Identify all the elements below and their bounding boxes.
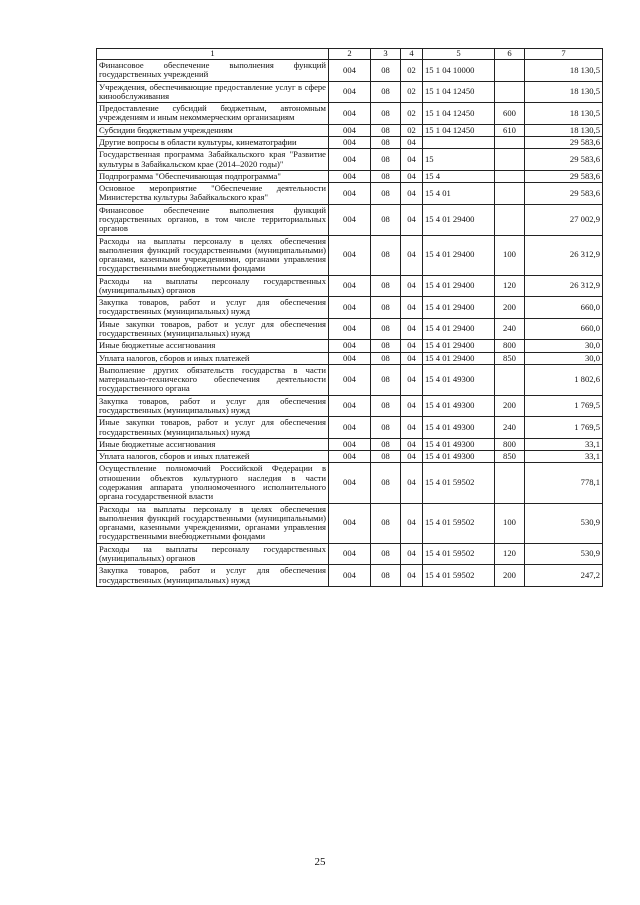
cell-amount: 1 802,6 [525,364,603,395]
cell-expense-type [495,183,525,205]
cell-expense-type [495,463,525,503]
cell-subsection: 04 [401,204,423,235]
cell-target-article: 15 1 04 12450 [423,81,495,103]
cell-amount: 27 002,9 [525,204,603,235]
cell-section: 08 [371,318,401,340]
column-header: 4 [401,49,423,60]
cell-grbs: 004 [329,170,371,182]
cell-amount: 660,0 [525,318,603,340]
cell-section: 08 [371,543,401,565]
cell-amount: 18 130,5 [525,60,603,82]
cell-subsection: 04 [401,364,423,395]
cell-section: 08 [371,503,401,543]
table-row [97,438,603,450]
header-row [97,49,603,60]
table-row [97,451,603,463]
cell-target-article: 15 4 01 59502 [423,463,495,503]
cell-subsection: 02 [401,60,423,82]
cell-subsection: 04 [401,235,423,275]
cell-grbs: 004 [329,60,371,82]
table-row [97,503,603,543]
column-header: 6 [495,49,525,60]
cell-subsection: 04 [401,340,423,352]
cell-name: Уплата налогов, сборов и иных платежей [97,352,329,364]
cell-amount: 1 769,5 [525,417,603,439]
table-row [97,235,603,275]
cell-target-article: 15 4 01 29400 [423,275,495,297]
cell-expense-type: 600 [495,103,525,125]
cell-subsection: 04 [401,183,423,205]
cell-expense-type: 240 [495,417,525,439]
cell-target-article: 15 4 01 29400 [423,352,495,364]
cell-subsection: 04 [401,565,423,587]
cell-target-article: 15 [423,149,495,171]
cell-section: 08 [371,395,401,417]
cell-section: 08 [371,352,401,364]
cell-subsection: 04 [401,318,423,340]
cell-grbs: 004 [329,451,371,463]
cell-amount: 26 312,9 [525,275,603,297]
cell-subsection: 04 [401,503,423,543]
table-row [97,103,603,125]
cell-expense-type: 120 [495,543,525,565]
cell-grbs: 004 [329,136,371,148]
cell-subsection: 04 [401,136,423,148]
cell-expense-type: 200 [495,395,525,417]
cell-expense-type [495,364,525,395]
cell-subsection: 04 [401,149,423,171]
cell-expense-type: 800 [495,340,525,352]
cell-section: 08 [371,275,401,297]
table-row [97,275,603,297]
cell-section: 08 [371,124,401,136]
cell-section: 08 [371,340,401,352]
cell-subsection: 04 [401,543,423,565]
cell-name: Иные закупки товаров, работ и услуг для обеспечения государственных (муниципальных) нужд [97,318,329,340]
column-header: 2 [329,49,371,60]
cell-subsection: 04 [401,451,423,463]
column-header: 7 [525,49,603,60]
cell-section: 08 [371,81,401,103]
cell-amount: 29 583,6 [525,183,603,205]
cell-section: 08 [371,136,401,148]
cell-name: Закупка товаров, работ и услуг для обеспечения государственных (муниципальных) нужд [97,565,329,587]
cell-expense-type: 120 [495,275,525,297]
cell-name: Расходы на выплаты персоналу в целях обеспечения выполнения функций государственными (муниципальными) органами, казенными учреждениями, органами управления государственными внебюджетными фондами [97,503,329,543]
cell-target-article: 15 4 01 29400 [423,235,495,275]
cell-grbs: 004 [329,438,371,450]
cell-section: 08 [371,438,401,450]
cell-expense-type [495,136,525,148]
table-row [97,60,603,82]
table-row [97,183,603,205]
cell-name: Подпрограмма "Обеспечивающая подпрограмма" [97,170,329,182]
cell-grbs: 004 [329,364,371,395]
cell-grbs: 004 [329,565,371,587]
cell-target-article: 15 4 01 59502 [423,543,495,565]
cell-subsection: 02 [401,124,423,136]
cell-target-article: 15 4 01 49300 [423,438,495,450]
cell-amount: 660,0 [525,297,603,319]
cell-amount: 29 583,6 [525,136,603,148]
cell-section: 08 [371,463,401,503]
cell-expense-type: 800 [495,438,525,450]
cell-expense-type [495,81,525,103]
table-row [97,81,603,103]
cell-section: 08 [371,103,401,125]
cell-amount: 18 130,5 [525,103,603,125]
cell-expense-type: 850 [495,451,525,463]
cell-target-article: 15 4 01 29400 [423,340,495,352]
cell-target-article: 15 4 01 [423,183,495,205]
cell-target-article: 15 1 04 10000 [423,60,495,82]
cell-subsection: 04 [401,170,423,182]
cell-grbs: 004 [329,297,371,319]
cell-grbs: 004 [329,417,371,439]
cell-name: Иные бюджетные ассигнования [97,340,329,352]
table-row [97,318,603,340]
cell-expense-type: 240 [495,318,525,340]
cell-section: 08 [371,364,401,395]
cell-name: Государственная программа Забайкальского края "Развитие культуры в Забайкальском крае (2014–2020 годы)" [97,149,329,171]
cell-amount: 778,1 [525,463,603,503]
table-row [97,149,603,171]
table-body [97,60,603,587]
cell-name: Иные закупки товаров, работ и услуг для обеспечения государственных (муниципальных) нужд [97,417,329,439]
table-row [97,170,603,182]
table-row [97,136,603,148]
cell-section: 08 [371,451,401,463]
cell-expense-type [495,60,525,82]
cell-expense-type: 100 [495,503,525,543]
cell-name: Другие вопросы в области культуры, кинематографии [97,136,329,148]
cell-grbs: 004 [329,503,371,543]
cell-section: 08 [371,235,401,275]
cell-expense-type [495,204,525,235]
cell-grbs: 004 [329,463,371,503]
table-row [97,297,603,319]
cell-name: Финансовое обеспечение выполнения функций государственных учреждений [97,60,329,82]
cell-section: 08 [371,565,401,587]
cell-target-article: 15 4 01 49300 [423,451,495,463]
cell-target-article: 15 4 [423,170,495,182]
budget-table [96,48,603,587]
cell-target-article: 15 4 01 49300 [423,364,495,395]
cell-name: Субсидии бюджетным учреждениям [97,124,329,136]
cell-target-article: 15 4 01 29400 [423,297,495,319]
cell-name: Расходы на выплаты персоналу в целях обеспечения выполнения функций государственными (муниципальными) органами, казенными учреждениями, органами управления государственными внебюджетными фондами [97,235,329,275]
cell-name: Закупка товаров, работ и услуг для обеспечения государственных (муниципальных) нужд [97,297,329,319]
cell-name: Расходы на выплаты персоналу государственных (муниципальных) органов [97,275,329,297]
cell-amount: 30,0 [525,352,603,364]
cell-subsection: 04 [401,297,423,319]
cell-amount: 530,9 [525,503,603,543]
cell-grbs: 004 [329,124,371,136]
cell-name: Осуществление полномочий Российской Федерации в отношении объектов культурного наследия в части содержания аппарата уполномоченного исполнительного органа государственной власти [97,463,329,503]
cell-target-article: 15 4 01 59502 [423,503,495,543]
cell-grbs: 004 [329,103,371,125]
cell-target-article [423,136,495,148]
cell-section: 08 [371,183,401,205]
table-row [97,395,603,417]
cell-amount: 18 130,5 [525,81,603,103]
cell-section: 08 [371,417,401,439]
cell-name: Расходы на выплаты персоналу государственных (муниципальных) органов [97,543,329,565]
cell-amount: 18 130,5 [525,124,603,136]
cell-expense-type: 610 [495,124,525,136]
page-number: 25 [314,856,326,868]
cell-subsection: 02 [401,81,423,103]
cell-section: 08 [371,170,401,182]
table-row [97,124,603,136]
cell-grbs: 004 [329,183,371,205]
cell-name: Закупка товаров, работ и услуг для обеспечения государственных (муниципальных) нужд [97,395,329,417]
cell-target-article: 15 4 01 29400 [423,204,495,235]
cell-amount: 1 769,5 [525,395,603,417]
table-row [97,364,603,395]
cell-grbs: 004 [329,395,371,417]
cell-section: 08 [371,297,401,319]
table-row [97,352,603,364]
cell-subsection: 04 [401,417,423,439]
cell-target-article: 15 4 01 49300 [423,417,495,439]
cell-expense-type: 100 [495,235,525,275]
cell-target-article: 15 1 04 12450 [423,124,495,136]
cell-subsection: 04 [401,352,423,364]
cell-grbs: 004 [329,81,371,103]
cell-grbs: 004 [329,352,371,364]
cell-amount: 530,9 [525,543,603,565]
table-row [97,463,603,503]
cell-name: Выполнение других обязательств государства в части материально-технического обеспечения деятельности государственного органа [97,364,329,395]
table-row [97,417,603,439]
cell-subsection: 04 [401,395,423,417]
cell-amount: 29 583,6 [525,170,603,182]
cell-section: 08 [371,149,401,171]
cell-grbs: 004 [329,318,371,340]
cell-expense-type: 850 [495,352,525,364]
column-header: 5 [423,49,495,60]
cell-expense-type [495,170,525,182]
cell-subsection: 04 [401,275,423,297]
cell-target-article: 15 4 01 49300 [423,395,495,417]
cell-expense-type: 200 [495,565,525,587]
cell-section: 08 [371,60,401,82]
cell-grbs: 004 [329,235,371,275]
cell-subsection: 04 [401,438,423,450]
cell-expense-type: 200 [495,297,525,319]
column-header: 1 [97,49,329,60]
table-row [97,340,603,352]
cell-name: Учреждения, обеспечивающие предоставление услуг в сфере кинообслуживания [97,81,329,103]
cell-amount: 30,0 [525,340,603,352]
cell-name: Предоставление субсидий бюджетным, автономным учреждениям и иным некоммерческим организациям [97,103,329,125]
cell-subsection: 02 [401,103,423,125]
cell-grbs: 004 [329,149,371,171]
cell-name: Основное мероприятие "Обеспечение деятельности Министерства культуры Забайкальского края" [97,183,329,205]
cell-amount: 33,1 [525,451,603,463]
cell-grbs: 004 [329,204,371,235]
cell-grbs: 004 [329,340,371,352]
cell-amount: 29 583,6 [525,149,603,171]
cell-target-article: 15 4 01 29400 [423,318,495,340]
cell-target-article: 15 4 01 59502 [423,565,495,587]
cell-section: 08 [371,204,401,235]
cell-name: Уплата налогов, сборов и иных платежей [97,451,329,463]
cell-target-article: 15 1 04 12450 [423,103,495,125]
cell-amount: 33,1 [525,438,603,450]
cell-name: Финансовое обеспечение выполнения функций государственных органов, в том числе территориальных органов [97,204,329,235]
table-row [97,204,603,235]
cell-amount: 247,2 [525,565,603,587]
table-row [97,565,603,587]
cell-grbs: 004 [329,543,371,565]
cell-subsection: 04 [401,463,423,503]
cell-expense-type [495,149,525,171]
column-header: 3 [371,49,401,60]
cell-amount: 26 312,9 [525,235,603,275]
cell-name: Иные бюджетные ассигнования [97,438,329,450]
cell-grbs: 004 [329,275,371,297]
table-row [97,543,603,565]
